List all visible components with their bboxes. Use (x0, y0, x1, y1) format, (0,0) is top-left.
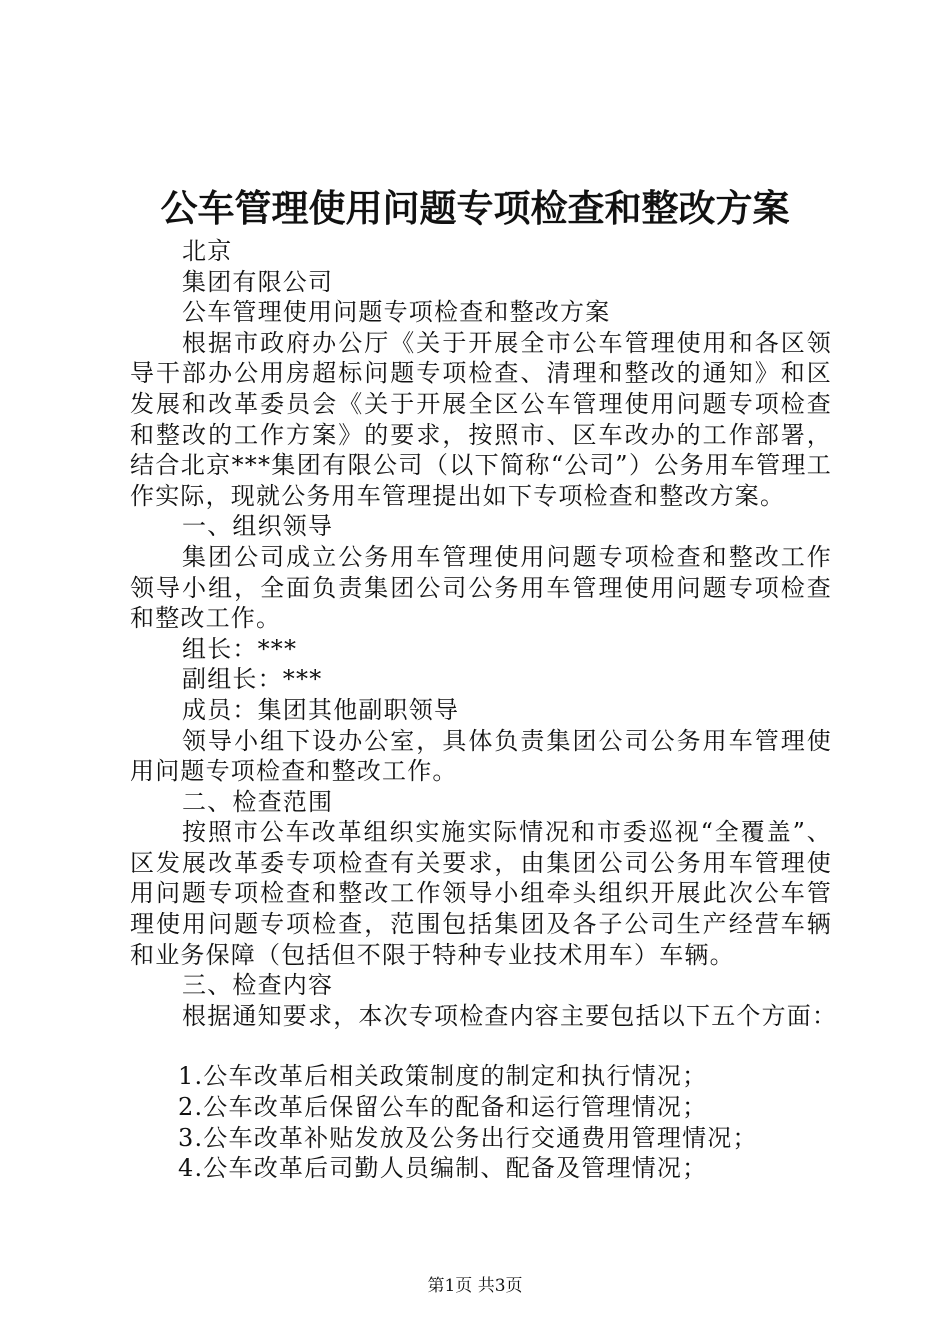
section-paragraph: 按照市公车改革组织实施实际情况和市委巡视“全覆盖”、区发展改革委专项检查有关要求，由集团公司公务用车管理使用问题专项检查和整改工作领导小组牵头组织开展此次公车管理使用问题专项检查，范围包括集团及各子公司生产经营车辆和业务保障（包括但不限于特种专业技术用车）车辆。 (130, 818, 832, 969)
header-line-subtitle: 公车管理使用问题专项检查和整改方案 (182, 298, 611, 327)
blank-line (130, 1031, 832, 1061)
list-item: 2.公车改革后保留公车的配备和运行管理情况； (178, 1093, 708, 1122)
section-paragraph: 根据通知要求，本次专项检查内容主要包括以下五个方面： (182, 1001, 838, 1030)
list-item: 1.公车改革后相关政策制度的制定和执行情况； (178, 1062, 708, 1091)
deputy-leader-line: 副组长：*** (182, 665, 323, 694)
intro-paragraph: 根据市政府办公厅《关于开展全市公车管理使用和各区领导干部办公用房超标问题专项检查、清理和整改的通知》和区发展和改革委员会《关于开展全区公车管理使用问题专项检查和整改的工作方案》的要求，按照市、区车改办的工作部署，结合北京***集团有限公司（以下简称“公司”）公务用车管理工作实际，现就公务用车管理提出如下专项检查和整改方案。 (130, 328, 832, 510)
section-heading: 二、检查范围 (182, 787, 334, 816)
page-footer: 第1页 共3页 (427, 1276, 523, 1296)
document-body (130, 236, 838, 1184)
document-title: 公车管理使用问题专项检查和整改方案 (160, 186, 790, 230)
section-heading: 三、检查内容 (182, 971, 334, 1000)
section-paragraph: 领导小组下设办公室，具体负责集团公司公务用车管理使用问题专项检查和整改工作。 (130, 726, 832, 786)
list-item: 4.公车改革后司勤人员编制、配备及管理情况； (178, 1154, 708, 1183)
members-line: 成员：集团其他副职领导 (182, 695, 460, 724)
section-heading: 一、组织领导 (182, 512, 334, 541)
list-item: 3.公车改革补贴发放及公务出行交通费用管理情况； (178, 1123, 758, 1152)
section-paragraph: 集团公司成立公务用车管理使用问题专项检查和整改工作领导小组，全面负责集团公司公务用车管理使用问题专项检查和整改工作。 (130, 542, 832, 633)
header-line-city: 北京 (182, 237, 233, 265)
leader-line: 组长：*** (182, 634, 298, 663)
header-line-company: 集团有限公司 (182, 267, 334, 296)
